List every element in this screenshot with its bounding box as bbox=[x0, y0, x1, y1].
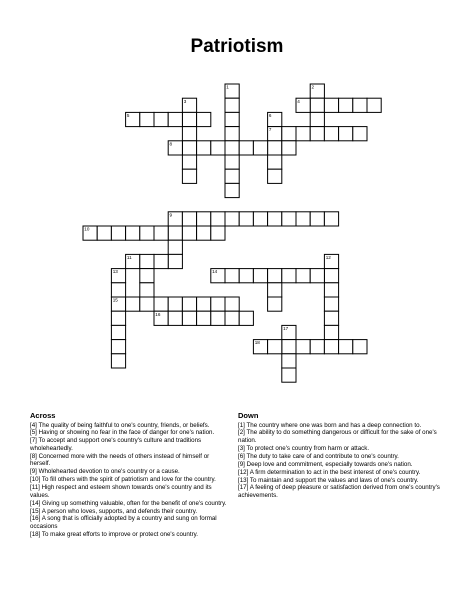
grid-cell[interactable] bbox=[140, 254, 154, 268]
grid-cell[interactable] bbox=[126, 297, 140, 311]
grid-cell[interactable] bbox=[310, 340, 324, 354]
grid-cell[interactable] bbox=[140, 226, 154, 240]
grid-cell[interactable] bbox=[324, 325, 338, 339]
clue-number: 13 bbox=[112, 269, 118, 275]
clue-number: 10 bbox=[84, 226, 90, 232]
grid-cell[interactable] bbox=[339, 98, 353, 112]
down-clues bbox=[238, 412, 448, 500]
down-clue: [1] The country where one was born and has a deep connection to. bbox=[238, 421, 422, 429]
clue-number: 2 bbox=[311, 84, 315, 90]
across-clue: [9] Wholehearted devotion to one's country or a cause. bbox=[30, 468, 180, 476]
grid-cell[interactable] bbox=[154, 112, 168, 126]
clue-number: 5 bbox=[126, 113, 130, 118]
grid-cell[interactable] bbox=[268, 141, 282, 155]
grid-cell[interactable] bbox=[211, 297, 225, 311]
grid-cell[interactable] bbox=[140, 297, 154, 311]
grid-cell[interactable] bbox=[225, 127, 239, 141]
grid-cell[interactable] bbox=[168, 254, 182, 268]
grid-cell[interactable] bbox=[282, 141, 296, 155]
grid-cell[interactable] bbox=[282, 368, 296, 382]
grid-cell[interactable] bbox=[97, 226, 111, 240]
grid-cell[interactable] bbox=[111, 325, 125, 339]
across-clue: [14] Giving up something valuable, often for the benefit of one's country. bbox=[30, 499, 227, 507]
grid-cell[interactable] bbox=[324, 212, 338, 226]
across-clue: [7] To accept and support one's country's culture and traditions wholeheartedly. bbox=[30, 437, 202, 452]
grid-cell[interactable] bbox=[253, 141, 267, 155]
down-clue: [13] To maintain and support the values and laws of one's country. bbox=[238, 476, 419, 484]
clue-number: 17 bbox=[283, 326, 289, 331]
clue-number: 3 bbox=[183, 98, 187, 104]
grid-cell[interactable] bbox=[225, 311, 239, 325]
clue-number: 6 bbox=[268, 113, 272, 118]
grid-cell[interactable] bbox=[211, 212, 225, 226]
grid-cell[interactable] bbox=[253, 212, 267, 226]
grid-cell[interactable] bbox=[182, 212, 196, 226]
grid-cell[interactable] bbox=[168, 297, 182, 311]
grid-cell[interactable] bbox=[296, 212, 310, 226]
grid-cell[interactable] bbox=[268, 340, 282, 354]
down-clue: [3] To protect one's country from harm or attack. bbox=[238, 444, 370, 452]
grid-cell[interactable] bbox=[225, 141, 239, 155]
grid-cell[interactable] bbox=[225, 98, 239, 112]
across-clue: [11] High respect and esteem shown towards one's country and its values. bbox=[30, 484, 212, 499]
grid-cell[interactable] bbox=[353, 127, 367, 141]
grid-cell[interactable] bbox=[239, 212, 253, 226]
grid-cell[interactable] bbox=[239, 311, 253, 325]
grid-cell[interactable] bbox=[310, 212, 324, 226]
grid-cell[interactable] bbox=[282, 354, 296, 368]
grid-cell[interactable] bbox=[182, 169, 196, 183]
grid-cell[interactable] bbox=[168, 112, 182, 126]
grid-cell[interactable] bbox=[296, 340, 310, 354]
grid-cell[interactable] bbox=[111, 354, 125, 368]
grid-cell[interactable] bbox=[140, 112, 154, 126]
grid-cell[interactable] bbox=[168, 226, 182, 240]
grid-cell[interactable] bbox=[324, 311, 338, 325]
clue-number: 15 bbox=[112, 297, 118, 303]
grid-cell[interactable] bbox=[324, 98, 338, 112]
across-clue: [4] The quality of being faithful to one's country, friends, or beliefs. bbox=[30, 421, 210, 429]
grid-cell[interactable] bbox=[253, 269, 267, 283]
grid-cell[interactable] bbox=[111, 226, 125, 240]
down-header: Down bbox=[238, 411, 259, 420]
grid-cell[interactable] bbox=[282, 269, 296, 283]
grid-cell[interactable] bbox=[140, 269, 154, 283]
grid-cell[interactable] bbox=[324, 127, 338, 141]
grid-cell[interactable] bbox=[310, 98, 324, 112]
grid-cell[interactable] bbox=[324, 297, 338, 311]
down-clue: [9] Deep love and commitment, especially towards one's nation. bbox=[238, 460, 413, 468]
clue-number: 11 bbox=[126, 255, 132, 260]
grid-cell[interactable] bbox=[197, 226, 211, 240]
across-clue: [18] To make great efforts to improve or protect one's country. bbox=[30, 530, 198, 538]
grid-cell[interactable] bbox=[182, 311, 196, 325]
grid-cell[interactable] bbox=[197, 212, 211, 226]
down-clue: [6] The duty to take care of and contribute to one's country. bbox=[238, 452, 399, 460]
clue-number: 16 bbox=[155, 311, 161, 317]
clue-number: 18 bbox=[254, 340, 260, 346]
grid-cell[interactable] bbox=[268, 212, 282, 226]
grid-cell[interactable] bbox=[168, 240, 182, 254]
across-clue: [8] Concerned more with the needs of others instead of himself or herself. bbox=[30, 452, 210, 468]
grid-cell[interactable] bbox=[367, 98, 381, 112]
grid-cell[interactable] bbox=[225, 269, 239, 283]
grid-cell[interactable] bbox=[239, 141, 253, 155]
clue-number: 4 bbox=[297, 98, 300, 104]
across-clues bbox=[30, 412, 230, 539]
grid-cell[interactable] bbox=[211, 311, 225, 325]
grid-cell[interactable] bbox=[225, 212, 239, 226]
grid-cell[interactable] bbox=[211, 141, 225, 155]
page-title: Patriotism bbox=[190, 36, 284, 57]
grid-cell[interactable] bbox=[154, 297, 168, 311]
grid-cell[interactable] bbox=[225, 112, 239, 126]
across-clue: [5] Having or showing no fear in the face of danger for one's nation. bbox=[30, 429, 215, 437]
grid-cell[interactable] bbox=[268, 169, 282, 183]
grid-cell[interactable] bbox=[296, 269, 310, 283]
grid-cell[interactable] bbox=[282, 340, 296, 354]
grid-cell[interactable] bbox=[282, 212, 296, 226]
grid-cell[interactable] bbox=[324, 340, 338, 354]
across-clue: [10] To fill others with the spirit of patriotism and love for the country. bbox=[30, 476, 216, 484]
clue-number: 7 bbox=[268, 127, 272, 133]
grid-cell[interactable] bbox=[225, 183, 239, 197]
across-clue: [15] A person who loves, supports, and defends their country. bbox=[30, 507, 198, 515]
grid-cell[interactable] bbox=[111, 283, 125, 297]
clue-number: 12 bbox=[325, 255, 331, 260]
grid-cell[interactable] bbox=[111, 340, 125, 354]
down-clue: [2] The ability to do something dangerous or difficult for the sake of one's nation. bbox=[238, 429, 437, 445]
grid-cell[interactable] bbox=[310, 112, 324, 126]
grid-cell[interactable] bbox=[182, 226, 196, 240]
grid-cell[interactable] bbox=[126, 226, 140, 240]
grid-cell[interactable] bbox=[111, 311, 125, 325]
grid-cell[interactable] bbox=[282, 127, 296, 141]
down-clue: [12] A firm determination to act in the best interest of one's country. bbox=[238, 468, 421, 476]
down-clue: [17] A feeling of deep pleasure or satisfaction derived from one's country's achievements. bbox=[238, 484, 440, 500]
clue-number: 14 bbox=[212, 269, 218, 275]
grid-cell[interactable] bbox=[310, 127, 324, 141]
clue-number: 1 bbox=[226, 84, 229, 90]
grid-cell[interactable] bbox=[140, 283, 154, 297]
across-clue: [16] A song that is officially adopted by a country and sung on formal occasions bbox=[30, 515, 217, 530]
across-header: Across bbox=[30, 411, 56, 420]
grid-cell[interactable] bbox=[353, 340, 367, 354]
grid-cell[interactable] bbox=[182, 112, 196, 126]
grid-cell[interactable] bbox=[197, 311, 211, 325]
grid-cell[interactable] bbox=[339, 340, 353, 354]
grid-cell[interactable] bbox=[268, 269, 282, 283]
grid-cell[interactable] bbox=[154, 226, 168, 240]
grid-cell[interactable] bbox=[324, 269, 338, 283]
grid-cell[interactable] bbox=[168, 311, 182, 325]
grid-cell[interactable] bbox=[225, 155, 239, 169]
grid-cell[interactable] bbox=[211, 226, 225, 240]
grid-cell[interactable] bbox=[154, 254, 168, 268]
grid-cell[interactable] bbox=[182, 155, 196, 169]
grid-cell[interactable] bbox=[268, 297, 282, 311]
grid-cell[interactable] bbox=[197, 141, 211, 155]
clue-number: 9 bbox=[169, 212, 173, 218]
grid-cell[interactable] bbox=[197, 297, 211, 311]
grid-cell[interactable] bbox=[268, 155, 282, 169]
grid-cell[interactable] bbox=[296, 127, 310, 141]
clue-number: 8 bbox=[169, 141, 173, 147]
grid-cell[interactable] bbox=[182, 141, 196, 155]
grid-cell[interactable] bbox=[268, 283, 282, 297]
grid-cell[interactable] bbox=[182, 127, 196, 141]
grid-cell[interactable] bbox=[225, 169, 239, 183]
grid-cell[interactable] bbox=[182, 297, 196, 311]
grid-cell[interactable] bbox=[310, 269, 324, 283]
grid-cell[interactable] bbox=[339, 127, 353, 141]
grid-cell[interactable] bbox=[324, 283, 338, 297]
grid-cell[interactable] bbox=[239, 269, 253, 283]
grid-cell[interactable] bbox=[197, 112, 211, 126]
grid-cell[interactable] bbox=[225, 297, 239, 311]
grid-cell[interactable] bbox=[353, 98, 367, 112]
